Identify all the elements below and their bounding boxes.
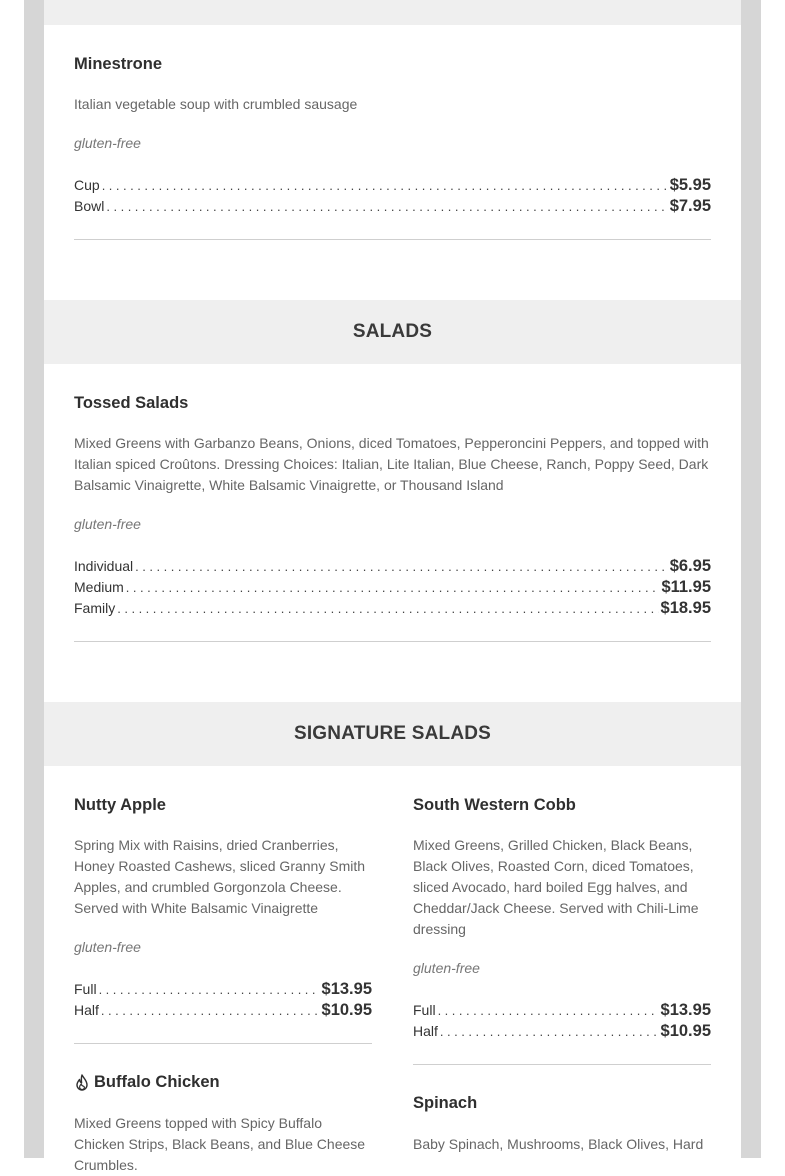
gluten-free-tag: gluten-free (74, 135, 141, 151)
price-value: $6.95 (669, 557, 711, 575)
price-row (74, 176, 711, 197)
signature-salads-header: SIGNATURE SALADS (44, 702, 741, 766)
dot-leader (101, 1003, 320, 1018)
menu-item-minestrone (74, 55, 711, 245)
price-value: $10.95 (660, 1022, 711, 1040)
price-label: Full (74, 981, 97, 997)
menu-item-spinach (413, 1094, 711, 1158)
item-divider (74, 1043, 372, 1044)
salads-header: SALADS (44, 300, 741, 364)
dot-leader (135, 559, 668, 574)
flame-icon (74, 1074, 90, 1092)
price-value: $11.95 (661, 578, 711, 596)
item-title: South Western Cobb (413, 796, 576, 814)
menu-item-tossed-salads (74, 394, 711, 644)
gluten-free-tag: gluten-free (74, 516, 141, 532)
item-title: Minestrone (74, 55, 163, 73)
menu-item-nutty-apple (74, 796, 372, 1046)
price-value: $7.95 (669, 197, 711, 215)
item-description: Baby Spinach, Mushrooms, Black Olives, Hard (413, 1136, 704, 1152)
price-label: Full (413, 1002, 436, 1018)
price-label: Medium (74, 579, 124, 595)
price-value: $18.95 (660, 599, 711, 617)
item-divider (413, 1064, 711, 1065)
item-description: Mixed Greens with Garbanzo Beans, Onions, diced Tomatoes, Pepperoncini Peppers, and topped with Italian spiced Croûtons. Dressing Choices: Italian, Lite Italian, Blue Cheese, Ranch, Poppy Seed, Dark Balsamic Vinaigrette, White Balsamic Vinaigrette, or Thousand Island (74, 435, 709, 493)
item-divider (74, 641, 711, 642)
price-value: $13.95 (660, 1001, 711, 1019)
dot-leader (99, 982, 320, 997)
item-title: Tossed Salads (74, 394, 189, 412)
soups-header-band (44, 0, 741, 25)
item-description: Italian vegetable soup with crumbled sausage (74, 96, 358, 112)
price-label: Cup (74, 177, 100, 193)
price-row (74, 599, 711, 620)
menu-item-south-western-cobb (413, 796, 711, 1068)
item-title: Spinach (413, 1094, 478, 1112)
dot-leader (126, 580, 660, 595)
price-value: $5.95 (669, 176, 711, 194)
price-row (74, 578, 711, 599)
item-divider (74, 239, 711, 240)
item-description: Spring Mix with Raisins, dried Cranberries, Honey Roasted Cashews, sliced Granny Smith Apples, and crumbled Gorgonzola Cheese. Served with White Balsamic Vinaigrette (74, 837, 366, 916)
item-description: Mixed Greens topped with Spicy Buffalo Chicken Strips, Black Beans, and Blue Cheese Crumbles. (74, 1115, 366, 1173)
dot-leader (102, 178, 668, 193)
gluten-free-tag: gluten-free (74, 939, 141, 955)
menu-item-buffalo-chicken (74, 1073, 372, 1173)
price-label: Bowl (74, 198, 105, 214)
price-value: $13.95 (321, 980, 372, 998)
price-label: Half (74, 1002, 99, 1018)
item-title: Nutty Apple (74, 796, 166, 814)
price-label: Family (74, 600, 116, 616)
price-row (74, 197, 711, 218)
item-title (74, 1073, 220, 1092)
dot-leader (438, 1003, 659, 1018)
price-value: $10.95 (321, 1001, 372, 1019)
price-label: Half (413, 1023, 438, 1039)
gluten-free-tag: gluten-free (413, 960, 480, 976)
price-row (413, 1001, 711, 1022)
item-title-text: Buffalo Chicken (94, 1073, 220, 1091)
price-row (74, 980, 372, 1001)
price-row (74, 1001, 372, 1022)
dot-leader (440, 1024, 659, 1039)
price-row (413, 1022, 711, 1043)
price-label: Individual (74, 558, 134, 574)
dot-leader (106, 199, 667, 214)
dot-leader (117, 601, 658, 616)
item-description: Mixed Greens, Grilled Chicken, Black Beans, Black Olives, Roasted Corn, diced Tomatoes, sliced Avocado, hard boiled Egg halves, and Cheddar/Jack Cheese. Served with Chili-Lime dressing (413, 837, 699, 937)
price-row (74, 557, 711, 578)
